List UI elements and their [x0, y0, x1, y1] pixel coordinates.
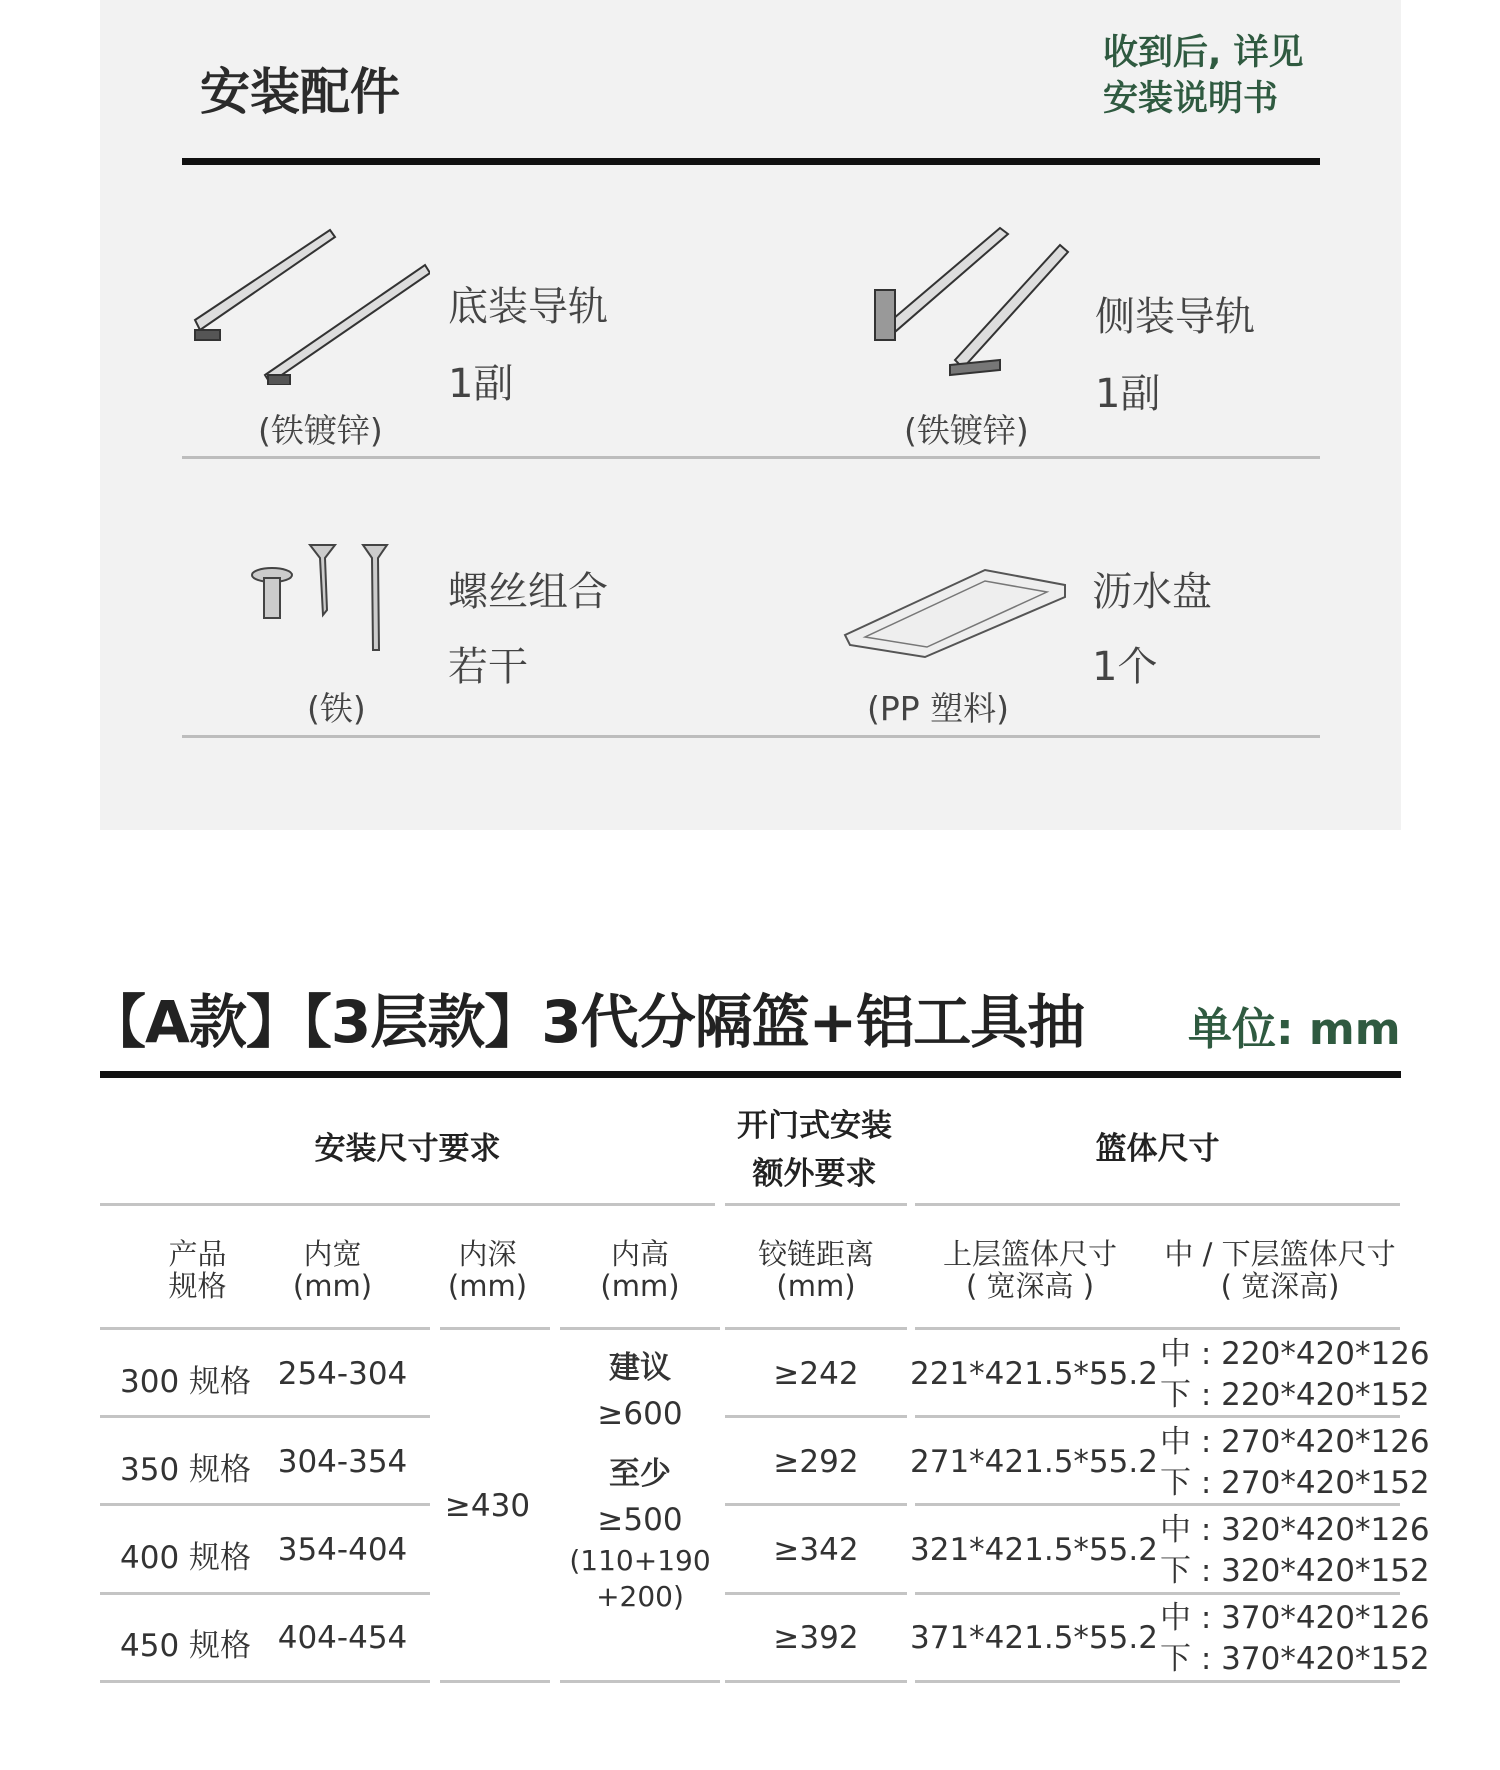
item-material: (PP 塑料) [867, 689, 1010, 728]
column-header-line: 上层篮体尺寸 [942, 1237, 1117, 1271]
column-header-line: 内高 [610, 1237, 669, 1271]
model-cell: 450 规格 [120, 1628, 252, 1664]
mid-low-cell [1160, 1510, 1430, 1592]
min-label: 至少 [609, 1456, 671, 1492]
group-door [722, 1102, 907, 1198]
row-rule [440, 1327, 550, 1330]
group-door-line: 额外要求 [752, 1156, 877, 1192]
item-name: 沥水盘 [1092, 569, 1212, 615]
hinge-cell: ≥292 [773, 1444, 859, 1480]
item-name: 螺丝组合 [448, 569, 608, 615]
column-header-line: 内深 [458, 1237, 517, 1271]
row-rule [560, 1327, 720, 1330]
column-header-line: (mm) [776, 1269, 856, 1303]
rule [915, 1203, 1400, 1206]
row-rule [915, 1327, 1400, 1330]
upper-cell: 271*421.5*55.2 [910, 1444, 1158, 1480]
column-header-line: (mm) [447, 1269, 528, 1303]
width-cell: 304-354 [277, 1444, 408, 1480]
item-qty: 1个 [1092, 644, 1158, 690]
side-rail-icon [870, 220, 1070, 380]
spec-title: 【A款】【3层款】3代分隔篮+铝工具抽 [88, 988, 1085, 1056]
note-line: 安装说明书 [1103, 79, 1279, 119]
min-note: (110+190 [569, 1544, 711, 1577]
row-rule [560, 1680, 720, 1683]
column-header [725, 1238, 907, 1302]
hinge-cell: ≥342 [773, 1532, 859, 1568]
mid-size: 中 : 220*420*126 [1160, 1336, 1430, 1372]
row-rule [440, 1680, 550, 1683]
divider [182, 735, 1320, 738]
item-name: 侧装导轨 [1095, 294, 1255, 340]
row-rule [725, 1680, 907, 1683]
column-header [430, 1238, 545, 1302]
column-header-line: (mm) [600, 1269, 680, 1303]
row-rule [725, 1592, 907, 1595]
group-install: 安装尺寸要求 [314, 1131, 501, 1167]
hinge-cell: ≥392 [773, 1620, 859, 1656]
column-header-line: 中 / 下层篮体尺寸 [1164, 1237, 1396, 1271]
item-qty: 1副 [448, 361, 514, 407]
suggest-value: ≥600 [597, 1396, 683, 1432]
column-header [915, 1238, 1145, 1302]
low-size: 下 : 270*420*152 [1160, 1465, 1430, 1501]
table-row [0, 1332, 1500, 1416]
row-rule [100, 1592, 430, 1595]
group-door-line: 开门式安装 [737, 1108, 892, 1144]
mid-low-cell [1160, 1422, 1430, 1504]
item-material: (铁镀锌) [258, 411, 383, 450]
upper-cell: 371*421.5*55.2 [910, 1620, 1158, 1656]
row-rule [725, 1327, 907, 1330]
model-cell: 400 规格 [120, 1540, 252, 1576]
low-size: 下 : 220*420*152 [1160, 1377, 1430, 1413]
column-header-line: 内宽 [303, 1237, 362, 1271]
low-size: 下 : 320*420*152 [1160, 1553, 1430, 1589]
manual-note [1103, 30, 1303, 122]
table-row [0, 1420, 1500, 1504]
suggest-label: 建议 [609, 1350, 671, 1386]
model-cell: 350 规格 [120, 1452, 252, 1488]
item-material: (铁) [307, 689, 366, 728]
rule [725, 1203, 907, 1206]
item-qty: 若干 [448, 644, 528, 690]
table-row [0, 1596, 1500, 1680]
model-cell: 300 规格 [120, 1364, 252, 1400]
divider [182, 456, 1320, 459]
column-header-line: ( 宽深高) [1220, 1269, 1340, 1303]
column-header-line: ( 宽深高 ) [965, 1269, 1095, 1303]
drip-tray-icon [835, 565, 1075, 660]
width-cell: 354-404 [277, 1532, 408, 1568]
column-header-line: 产品 [168, 1237, 227, 1271]
row-rule [100, 1680, 430, 1683]
column-header-line: 铰链距离 [757, 1237, 874, 1271]
mid-size: 中 : 320*420*126 [1160, 1512, 1430, 1548]
table-row [0, 1508, 1500, 1592]
min-value: ≥500 [597, 1502, 683, 1538]
unit-label: 单位: mm [1188, 1004, 1401, 1055]
width-cell: 404-454 [277, 1620, 408, 1656]
note-line: 收到后, 详见 [1103, 33, 1304, 73]
group-basket: 篮体尺寸 [1095, 1131, 1220, 1167]
low-size: 下 : 370*420*152 [1160, 1641, 1430, 1677]
mid-size: 中 : 370*420*126 [1160, 1600, 1430, 1636]
upper-cell: 221*421.5*55.2 [910, 1356, 1158, 1392]
divider [100, 1071, 1401, 1078]
mid-size: 中 : 270*420*126 [1160, 1424, 1430, 1460]
mid-low-cell [1160, 1598, 1430, 1680]
depth-value: ≥430 [444, 1488, 531, 1524]
min-note: +200) [596, 1580, 684, 1613]
item-name: 底装导轨 [448, 284, 608, 330]
upper-cell: 321*421.5*55.2 [910, 1532, 1158, 1568]
divider [182, 158, 1320, 165]
bottom-rail-icon [190, 225, 430, 385]
column-header [560, 1238, 720, 1302]
column-header [1150, 1238, 1410, 1302]
column-header [265, 1238, 400, 1302]
item-qty: 1副 [1095, 371, 1161, 417]
hinge-cell: ≥242 [773, 1356, 859, 1392]
width-cell: 254-304 [277, 1356, 408, 1392]
accessories-title: 安装配件 [200, 63, 400, 121]
item-material: (铁镀锌) [904, 411, 1029, 450]
screws-icon [245, 540, 405, 655]
mid-low-cell [1160, 1334, 1430, 1416]
row-rule [915, 1680, 1400, 1683]
column-header-line: (mm) [292, 1269, 373, 1303]
column-header-line: 规格 [168, 1269, 227, 1303]
rule [100, 1203, 715, 1206]
row-rule [915, 1592, 1400, 1595]
row-rule [100, 1327, 430, 1330]
